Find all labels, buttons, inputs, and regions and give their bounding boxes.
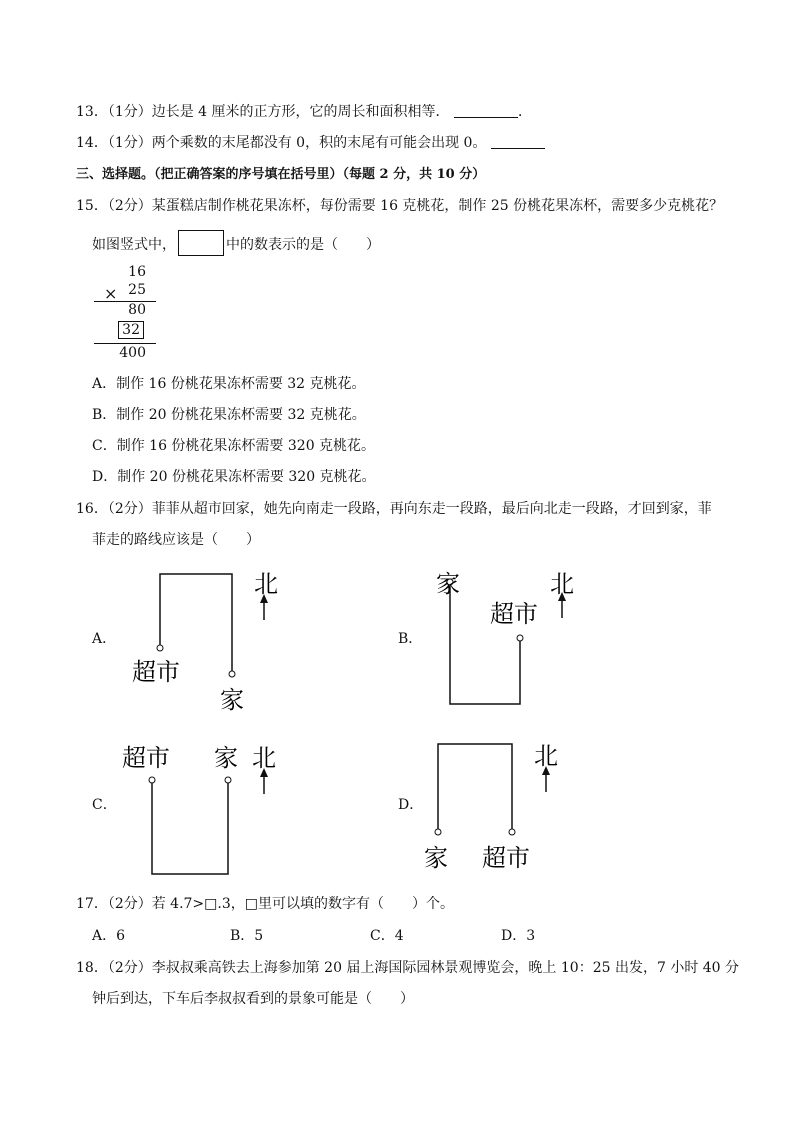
- calc-rule-2: [94, 343, 156, 344]
- q18-line2: 钟后到达，下车后李叔叔看到的景象可能是（ ）: [92, 991, 414, 1007]
- q16-line2: 菲走的路线应该是（ ）: [92, 532, 260, 548]
- q15-line1: 15．（2分）某蛋糕店制作桃花果冻杯，每份需要 16 克桃花，制作 25 份桃花果冻杯，需要多少克桃花？: [76, 198, 724, 214]
- q17-option-d[interactable]: D．3: [501, 928, 536, 944]
- q15-line2: [92, 230, 380, 256]
- q16-diagram-a[interactable]: [122, 558, 292, 718]
- q15-option-a[interactable]: A．制作 16 份桃花果冻杯需要 32 克桃花。: [92, 376, 366, 392]
- svg-text:家: 家: [214, 744, 238, 772]
- q17-option-a[interactable]: A．6: [92, 928, 126, 944]
- q15-line2-b: 中的数表示的是（ ）: [226, 237, 380, 253]
- calc-rule-1: [94, 301, 156, 302]
- svg-text:北: 北: [534, 742, 558, 770]
- svg-text:家: 家: [436, 570, 460, 598]
- q16-line1: 16．（2分）菲菲从超市回家，她先向南走一段路，再向东走一段路，最后向北走一段路，才回到家，菲: [76, 501, 712, 517]
- svg-text:超市: 超市: [490, 600, 538, 628]
- q16-option-c-letter[interactable]: C．: [92, 797, 117, 813]
- north-label: 北: [254, 570, 278, 598]
- q14-answer-blank[interactable]: [491, 134, 545, 149]
- q17-text: 17．（2分）若 4.7>□.3，□里可以填的数字有（ ）个。: [76, 896, 454, 912]
- calc-result: 400: [119, 345, 146, 361]
- home-label: 家: [220, 686, 244, 714]
- calc-multiplicand: 16: [128, 264, 146, 280]
- supermarket-label: 超市: [132, 658, 180, 686]
- svg-text:北: 北: [550, 570, 574, 598]
- question-14: [76, 132, 545, 152]
- q15-option-c[interactable]: C．制作 16 份桃花果冻杯需要 320 克桃花。: [92, 438, 376, 454]
- vertical-multiplication: [92, 264, 156, 364]
- svg-text:家: 家: [424, 844, 448, 872]
- q16-option-b-letter[interactable]: B．: [398, 631, 423, 647]
- question-13: [76, 101, 532, 121]
- section-3-title: 三、选择题。（把正确答案的序号填在括号里）（每题 2 分，共 10 分）: [76, 167, 486, 182]
- q15-line2-a: 如图竖式中，: [92, 237, 176, 253]
- q13-tail: ．: [517, 104, 532, 120]
- q14-text: 14．（1分）两个乘数的末尾都没有 0，积的末尾有可能会出现 0。: [76, 135, 487, 151]
- q15-option-d[interactable]: D．制作 20 份桃花果冻杯需要 320 克桃花。: [92, 469, 376, 485]
- q17-option-b[interactable]: B．5: [230, 928, 264, 944]
- q15-option-b[interactable]: B．制作 20 份桃花果冻杯需要 32 克桃花。: [92, 407, 366, 423]
- q16-diagram-c[interactable]: [118, 734, 288, 879]
- q18-line1: 18．（2分）李叔叔乘高铁去上海参加第 20 届上海国际园林景观博览会，晚上 10：25 出发，7 小时 40 分: [76, 960, 740, 976]
- q16-option-a-letter[interactable]: A．: [92, 631, 117, 647]
- q17-option-c[interactable]: C．4: [370, 928, 404, 944]
- q16-diagram-b[interactable]: [424, 566, 594, 711]
- calc-partial-2-boxed: 32: [118, 321, 144, 339]
- svg-text:超市: 超市: [122, 744, 170, 772]
- q16-option-d-letter[interactable]: D．: [398, 797, 424, 813]
- q13-text: 13．（1分）边长是 4 厘米的正方形，它的周长和面积相等．: [76, 104, 450, 120]
- calc-partial-1: 80: [128, 302, 146, 318]
- calc-times-sign: ×: [104, 284, 118, 303]
- q13-answer-blank[interactable]: [454, 103, 518, 118]
- q16-diagram-d[interactable]: [420, 734, 590, 879]
- svg-text:北: 北: [252, 744, 276, 772]
- calc-multiplier: 25: [128, 282, 146, 298]
- q15-inline-box: [178, 230, 224, 256]
- svg-text:超市: 超市: [482, 844, 530, 872]
